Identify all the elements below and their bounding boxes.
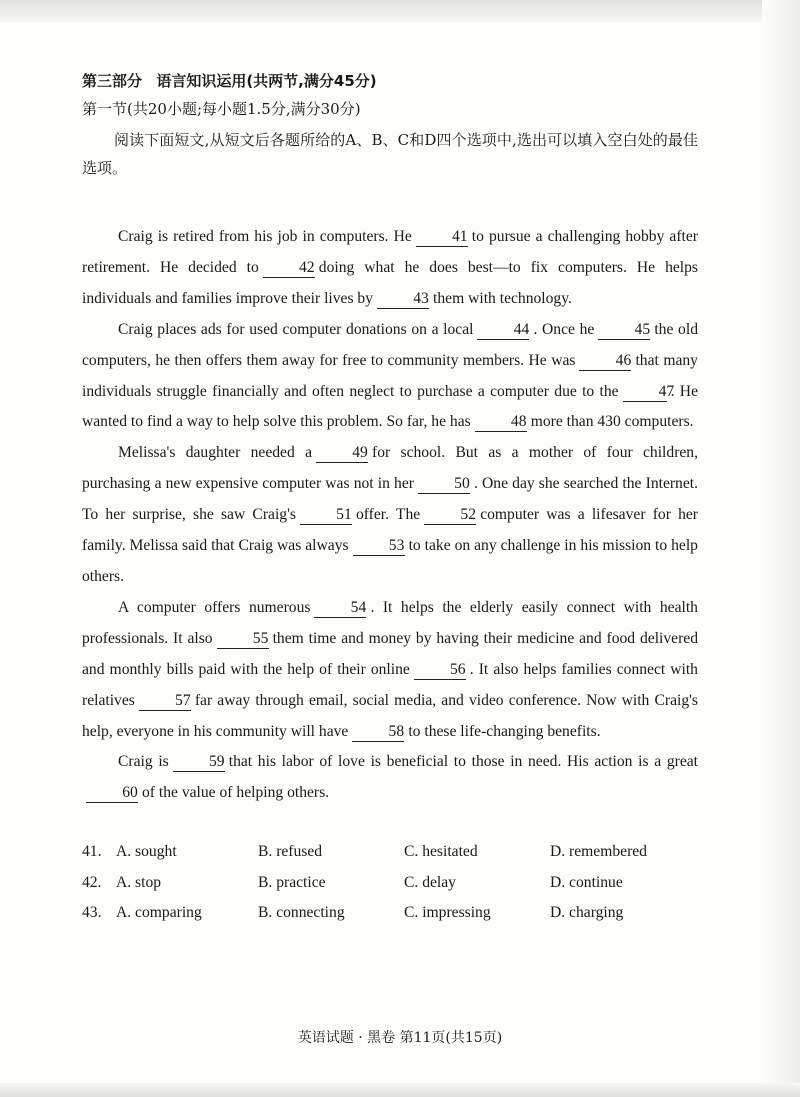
passage-text: that many individuals struggle financially and often neglect to purchase a computer due to the [82, 351, 698, 400]
blank-41: 41 [416, 228, 468, 247]
passage-text: for school. But as a mother of four children, purchasing a new expensive computer was not in her [82, 444, 698, 493]
question-number: 42. [82, 873, 102, 891]
passage-text: to pursue a challenging hobby after retirement. He decided to [82, 228, 698, 276]
blank-57: 57 [139, 692, 191, 711]
passage-text: . He wanted to find a way to help solve this problem. So far, he has [82, 382, 698, 431]
option-b: B. refused [258, 843, 323, 861]
passage-text: them time and money by having their medicine and food delivered and monthly bills paid with the help of their online [82, 629, 698, 678]
question-number: 41. [82, 843, 102, 861]
blank-55: 55 [217, 630, 269, 649]
cloze-passage [82, 222, 698, 809]
passage-text: them with technology. [433, 289, 572, 307]
option-a: A. stop [116, 873, 162, 891]
blank-49: 49 [316, 444, 368, 463]
blank-54: 54 [314, 599, 366, 618]
passage-text: Craig is [118, 753, 169, 771]
blank-51: 51 [300, 506, 352, 525]
blank-47: 47 [623, 383, 667, 402]
blank-56: 56 [414, 661, 466, 680]
passage-text: computer was a lifesaver for her family. Melissa said that Craig was always [82, 506, 699, 555]
section-title: 第一节(共20小题;每小题1.5分,满分30分) [82, 100, 361, 118]
passage-text: of the value of helping others. [142, 784, 330, 802]
paragraph-4 [82, 593, 698, 748]
paragraph-3 [82, 438, 698, 593]
blank-53: 53 [353, 537, 405, 556]
passage-text: that his labor of love is beneficial to those in need. His action is a great [228, 753, 698, 771]
instructions: 阅读下面短文,从短文后各题所给的A、B、C和D四个选项中,选出可以填入空白处的最佳选项。 [82, 131, 698, 177]
passage-text: Craig is retired from his job in computers. He [118, 228, 412, 245]
blank-60: 60 [86, 784, 138, 803]
passage-text: . It helps the elderly easily connect with health professionals. It also [82, 598, 698, 647]
passage-text: A computer offers numerous [118, 598, 311, 616]
option-b: B. practice [258, 873, 326, 891]
question-row [82, 868, 698, 899]
blank-52: 52 [424, 506, 476, 525]
question-row [82, 837, 698, 868]
answer-options [82, 837, 698, 929]
page-footer: 英语试题 · 黑卷 第11页(共15页) [297, 1030, 503, 1046]
passage-text: to take on any challenge in his mission to help others. [82, 537, 698, 585]
paragraph-5 [82, 747, 698, 809]
option-d: D. continue [550, 873, 623, 891]
option-c: C. hesitated [404, 843, 478, 861]
passage-text: Melissa's daughter needed a [118, 444, 313, 462]
blank-46: 46 [579, 352, 631, 371]
blank-42: 42 [263, 259, 315, 278]
passage-text: . One day she searched the Internet. To her surprise, she saw Craig's [82, 475, 699, 524]
scan-edge-right [762, 0, 800, 1097]
part-heading [82, 70, 698, 92]
passage-text: more than 430 computers. [530, 413, 694, 431]
option-c: C. delay [404, 873, 456, 891]
paragraph-2 [82, 315, 698, 439]
passage-text: doing what he does best—to fix computers. He helps individuals and families improve their lives by [82, 258, 698, 307]
question-number: 43. [82, 904, 102, 922]
part-title: 第三部分 [82, 72, 143, 90]
blank-59: 59 [173, 753, 225, 772]
passage-text: Craig places ads for used computer donations on a local [118, 320, 474, 338]
blank-45: 45 [598, 321, 650, 340]
question-row [82, 898, 698, 929]
scan-edge-top [0, 0, 800, 22]
option-a: A. comparing [116, 904, 202, 922]
passage-text: . Once he [533, 320, 595, 338]
passage-text: far away through email, social media, and video conference. Now with Craig's help, everyone in his community will have [82, 691, 698, 740]
part-subject: 语言知识运用(共两节,满分45分) [156, 72, 377, 90]
option-d: D. charging [550, 904, 624, 922]
blank-48: 48 [475, 413, 527, 432]
passage-text: to these life-changing benefits. [408, 722, 601, 740]
paragraph-1 [82, 222, 698, 315]
blank-50: 50 [418, 475, 470, 494]
passage-text: . It also helps families connect with relatives [82, 660, 698, 709]
option-b: B. connecting [258, 904, 345, 922]
passage-text: offer. The [355, 506, 421, 524]
blank-58: 58 [352, 723, 404, 742]
blank-43: 43 [377, 290, 429, 309]
scan-edge-bottom [0, 1083, 800, 1097]
page-content [82, 70, 698, 929]
blank-44: 44 [477, 321, 529, 340]
option-a: A. sought [116, 843, 177, 861]
option-c: C. impressing [404, 904, 491, 922]
passage-text: the old computers, he then offers them away for free to community members. He was [82, 320, 698, 369]
option-d: D. remembered [550, 843, 647, 861]
